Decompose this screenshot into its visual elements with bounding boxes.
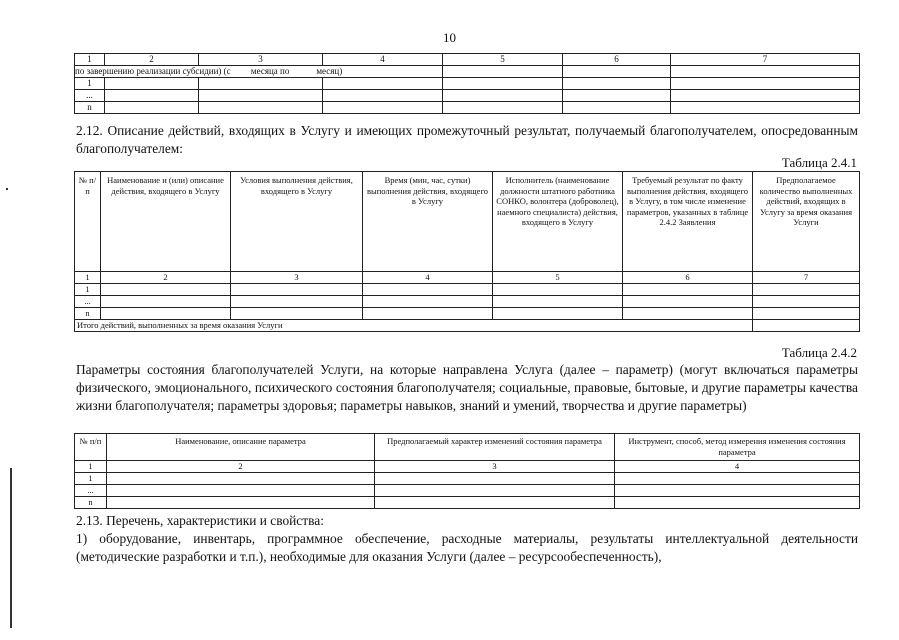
col-number: 2 [101, 272, 231, 284]
col-number: 4 [363, 272, 493, 284]
col-number: 1 [75, 272, 101, 284]
table-row [75, 485, 860, 497]
row-label: ... [75, 90, 105, 102]
table-row [75, 296, 860, 308]
table-row [75, 78, 860, 90]
col-number: 1 [75, 54, 105, 66]
col-number: 2 [105, 54, 199, 66]
row-label: 1 [75, 473, 107, 485]
col-number: 5 [493, 272, 623, 284]
col-number: 3 [199, 54, 323, 66]
parameters-description: Параметры состояния благополучателей Услуги, на которые направлена Услуга (далее – параметр) (могут включаться параметры физического, эмоционального, психического состояния благополучателя; социальные, правовые, бытовые, и другие параметры качества жизни благополучателя; параметры здоровья; параметры навыков, знаний и умений, творчества и другие параметры) [76, 362, 858, 413]
table-header [75, 172, 860, 272]
row-label: 1 [75, 284, 101, 296]
section-2-12-text: 2.12. Описание действий, входящих в Услугу и имеющих промежуточный результат, получаемый благополучателем, опосредованным благополучателем: [76, 123, 858, 156]
row-label: n [75, 102, 105, 114]
table-row [75, 102, 860, 114]
table-row [75, 473, 860, 485]
col-number: 6 [563, 54, 671, 66]
header-cell: Время (мин, час, сутки) выполнения действия, входящего в Услугу [363, 172, 493, 272]
table-header-numbers [75, 54, 860, 66]
total-row [75, 320, 860, 332]
row-label: n [75, 308, 101, 320]
header-cell: Наименование и (или) описание действия, входящего в Услугу [101, 172, 231, 272]
col-number: 4 [615, 461, 860, 473]
table-row [75, 308, 860, 320]
table-header-numbers [75, 272, 860, 284]
header-cell: Требуемый результат по факту выполнения действия, входящего в Услугу, в том числе изменение параметров, указанных в таблице 2.4.2 Заявления [623, 172, 753, 272]
table-2-4-1-caption: Таблица 2.4.1 [781, 155, 857, 170]
col-number: 4 [323, 54, 443, 66]
row-label: n [75, 497, 107, 509]
table-2-4-2-caption: Таблица 2.4.2 [781, 345, 857, 360]
table-row [75, 284, 860, 296]
period-span-cell: по завершению реализации субсидии) (с месяца по месяц) [75, 66, 443, 78]
header-cell: Условия выполнения действия, входящего в Услугу [231, 172, 363, 272]
total-label: Итого действий, выполненных за время оказания Услуги [75, 320, 753, 332]
table-2-4-2 [74, 433, 860, 509]
table-row [75, 90, 860, 102]
col-number: 3 [231, 272, 363, 284]
header-cell: Предполагаемый характер изменений состояния параметра [375, 434, 615, 461]
col-number: 3 [375, 461, 615, 473]
scan-dot [6, 188, 8, 190]
page-number: 10 [443, 30, 456, 45]
header-cell: Исполнитель (наименование должности штатного работника СОНКО, волонтера (доброволец), наемного специалиста) действия, входящего в Услугу [493, 172, 623, 272]
table-2-4-1 [74, 171, 860, 332]
row-label: ... [75, 296, 101, 308]
col-number: 1 [75, 461, 107, 473]
table-row [75, 66, 860, 78]
header-cell: № п/п [75, 434, 107, 461]
header-cell: Инструмент, способ, метод измерения изменения состояния параметра [615, 434, 860, 461]
row-label: 1 [75, 78, 105, 90]
col-number: 7 [671, 54, 860, 66]
col-number: 2 [107, 461, 375, 473]
col-number: 6 [623, 272, 753, 284]
scan-edge-line [10, 468, 12, 628]
header-cell: № п/п [75, 172, 101, 272]
row-label: ... [75, 485, 107, 497]
table-row [75, 497, 860, 509]
section-2-13-heading: 2.13. Перечень, характеристики и свойства: [76, 513, 324, 528]
continued-table [74, 53, 860, 114]
table-header-numbers [75, 461, 860, 473]
col-number: 7 [753, 272, 860, 284]
header-cell: Предполагаемое количество выполненных действий, входящих в Услугу за время оказания Услуги [753, 172, 860, 272]
header-cell: Наименование, описание параметра [107, 434, 375, 461]
item-1-text: 1) оборудование, инвентарь, программное обеспечение, расходные материалы, результаты интеллектуальной деятельности (методические разработки и т.п.), необходимые для оказания Услуги (далее – ресурсообеспеченность), [76, 531, 858, 564]
col-number: 5 [443, 54, 563, 66]
table-header [75, 434, 860, 461]
